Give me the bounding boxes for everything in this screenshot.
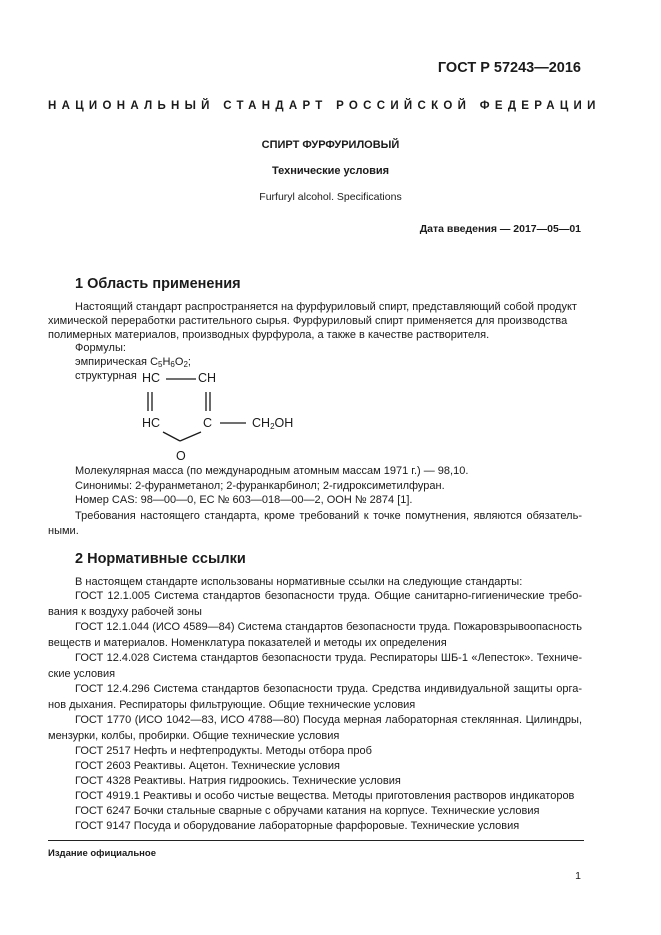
atom-hc-top: HC — [142, 371, 161, 385]
requirements-note: Требования настоящего стандарта, кроме требований к точке помутнения, являются обязатель-ными. — [48, 510, 582, 537]
section-1-heading: 1 Область применения — [75, 276, 241, 292]
para1-line1: Настоящий стандарт распространяется на фурфуриловый спирт, представляющий собой продукт — [75, 301, 577, 313]
document-title: СПИРТ ФУРФУРИЛОВЫЙ — [261, 139, 400, 151]
bond-hc-o — [163, 432, 180, 441]
ref-gost-12-4-296: ГОСТ 12.4.296 Система стандартов безопасности труда. Средства индивидуальной защиты орга-нов дыхания. Респираторы фильтрующие. Общие технические условия — [48, 683, 582, 711]
official-edition: Издание официальное — [48, 848, 156, 859]
ref-gost-2603: ГОСТ 2603 Реактивы. Ацетон. Технические условия — [75, 760, 340, 772]
para1-line3: полимерных материалов, производных фурфурола, а также в качестве растворителя. — [48, 329, 490, 341]
document-subtitle: Технические условия — [271, 165, 390, 177]
atom-c-bottom: C — [203, 416, 213, 430]
group-ch2oh: $CH_2OH$ — [252, 416, 294, 431]
empirical-formula: эмпирическая $C_5H_6O_2$; — [75, 356, 191, 369]
atom-ch-top: CH — [198, 371, 217, 385]
para1-line2: химической переработки растительного сырья. Фурфуриловый спирт применяется для производства — [48, 315, 568, 327]
ref-gost-4919-1: ГОСТ 4919.1 Реактивы и особо чистые вещества. Методы приготовления растворов индикаторов — [75, 790, 575, 802]
refs-intro: В настоящем стандарте использованы нормативные ссылки на следующие стандарты: — [75, 576, 523, 588]
page-number: 1 — [575, 870, 581, 882]
ref-gost-12-4-028: ГОСТ 12.4.028 Система стандартов безопасности труда. Респираторы ШБ-1 «Лепесток». Техниче-ские условия — [48, 652, 582, 680]
ref-gost-2517: ГОСТ 2517 Нефть и нефтепродукты. Методы отбора проб — [75, 745, 372, 757]
molar-mass: Молекулярная масса (по международным атомным массам 1971 г.) — 98,10. — [75, 465, 469, 477]
ref-gost-12-1-044: ГОСТ 12.1.044 (ИСО 4589—84) Система стандартов безопасности труда. Пожаровзрывоопасность веществ и материалов. Номенклатура показателей и методы их определения — [48, 621, 582, 649]
footer-rule — [48, 840, 584, 841]
atom-hc-bottom: HC — [142, 416, 161, 430]
ref-gost-1770: ГОСТ 1770 (ИСО 1042—83, ИСО 4788—80) Посуда мерная лабораторная стеклянная. Цилиндры, мензурки, колбы, пробирки. Общие технические условия — [48, 714, 582, 742]
standard-number: ГОСТ Р 57243—2016 — [437, 60, 581, 76]
ref-gost-9147: ГОСТ 9147 Посуда и оборудование лабораторные фарфоровые. Технические условия — [75, 820, 520, 832]
national-standard-banner: НАЦИОНАЛЬНЫЙ СТАНДАРТ РОССИЙСКОЙ ФЕДЕРАЦИИ — [48, 100, 601, 112]
cas-number: Номер CAS: 98—00—0, ЕС № 603—018—00—2, ООН № 2874 [1]. — [75, 494, 413, 506]
ref-gost-12-1-005: ГОСТ 12.1.005 Система стандартов безопасности труда. Общие санитарно-гигиенические требо-вания к воздуху рабочей зоны — [48, 590, 582, 618]
formulas-label: Формулы: — [75, 342, 126, 354]
bond-o-c — [180, 432, 201, 441]
intro-date: Дата введения — 2017—05—01 — [419, 223, 581, 235]
section-2-heading: 2 Нормативные ссылки — [75, 551, 246, 567]
english-title: Furfuryl alcohol. Specifications — [259, 191, 402, 203]
structural-label: структурная — [75, 370, 137, 382]
ref-gost-4328: ГОСТ 4328 Реактивы. Натрия гидроокись. Технические условия — [75, 775, 401, 787]
ref-gost-6247: ГОСТ 6247 Бочки стальные сварные с обручами катания на корпусе. Технические условия — [75, 805, 540, 817]
atom-o: O — [176, 449, 186, 463]
synonyms: Синонимы: 2-фуранметанол; 2-фуранкарбинол; 2-гидроксиметилфуран. — [75, 480, 445, 492]
